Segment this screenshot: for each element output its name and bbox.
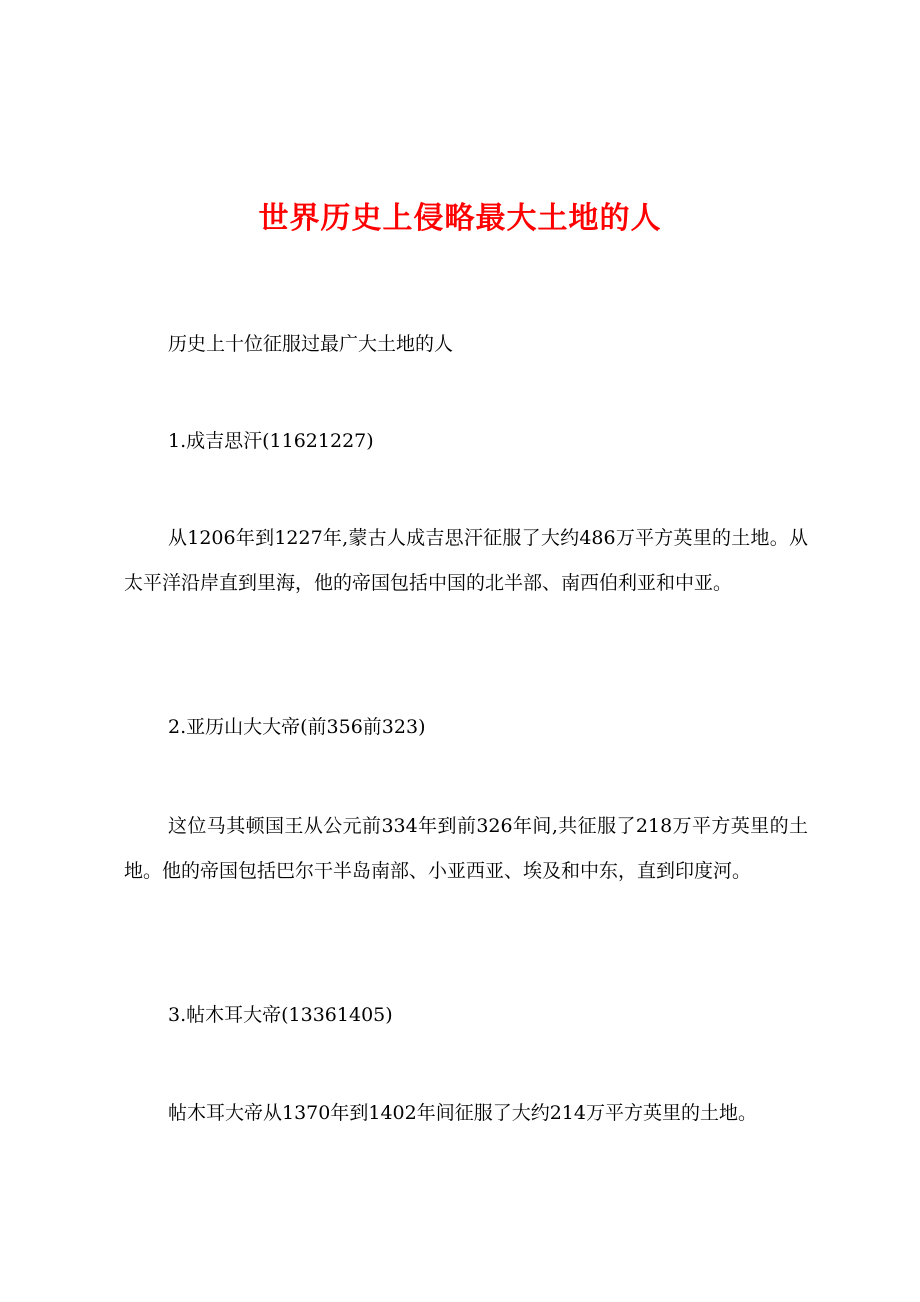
- document-title: 世界历史上侵略最大土地的人: [258, 201, 662, 236]
- section-heading-3: 3.帖木耳大帝(13361405): [168, 1004, 393, 1026]
- paragraph-intro: 历史上十位征服过最广大土地的人: [168, 333, 454, 355]
- section-heading-2: 2.亚历山大大帝(前356前323): [168, 716, 426, 738]
- paragraph-3: 帖木耳大帝从1370年到1402年间征服了大约214万平方英里的土地。: [168, 1102, 757, 1124]
- section-heading-1: 1.成吉思汗(11621227): [168, 430, 374, 452]
- paragraph-1: 从1206年到1227年,蒙古人成吉思汗征服了大约486万平方英里的土地。从太平洋沿岸直到里海，他的帝国包括中国的北半部、南西伯利亚和中亚。: [124, 527, 808, 594]
- paragraph-2: 这位马其顿国王从公元前334年到前326年间,共征服了218万平方英里的土地。他的帝国包括巴尔干半岛南部、小亚西亚、埃及和中东，直到印度河。: [124, 815, 808, 882]
